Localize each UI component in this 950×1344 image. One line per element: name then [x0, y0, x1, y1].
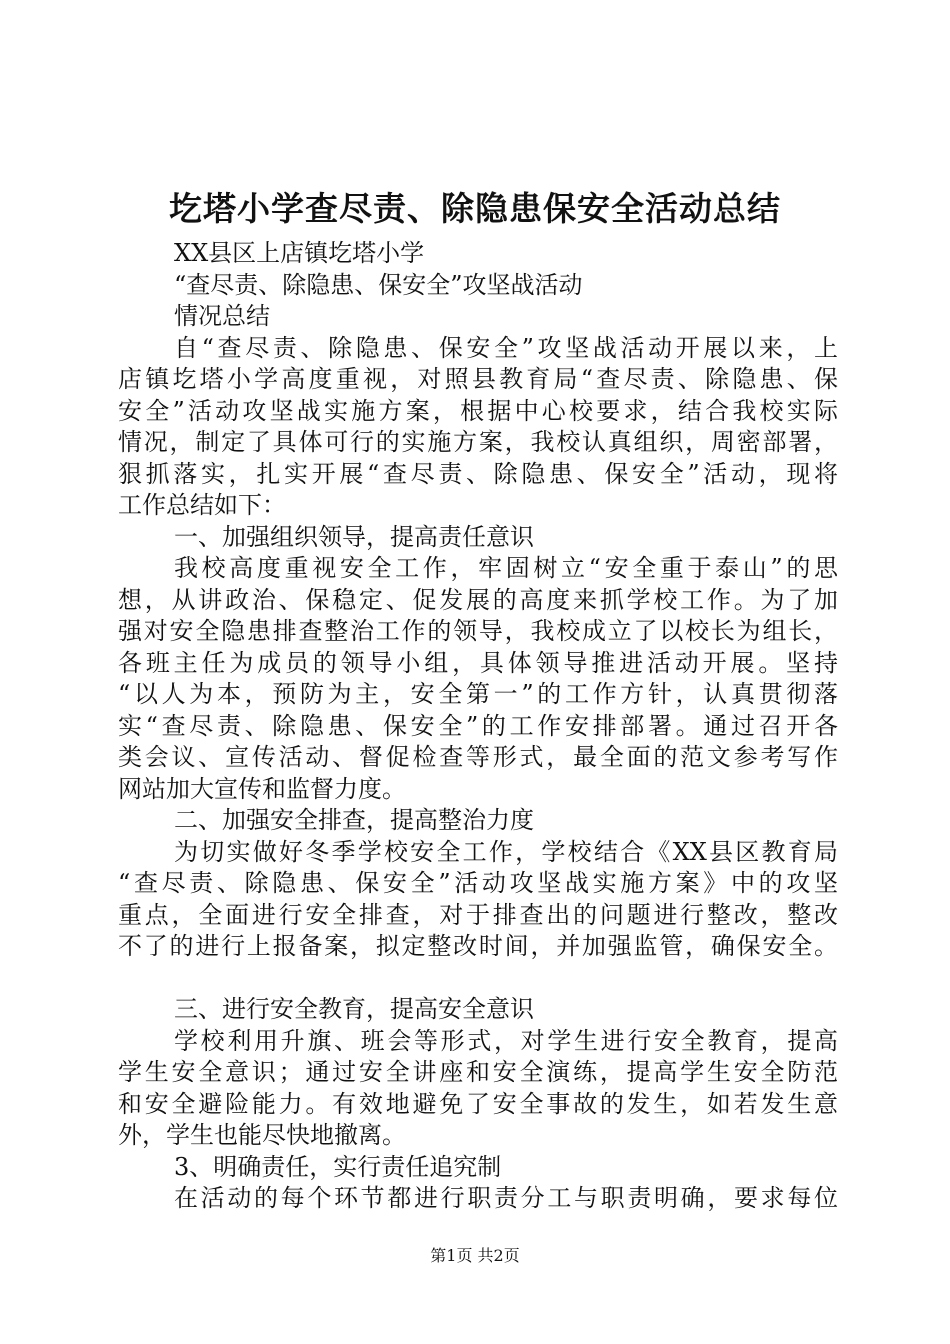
section-heading-3: 三、进行安全教育，提高安全意识	[174, 995, 534, 1023]
paragraph-line: 各班主任为成员的领导小组，具体领导推进活动开展。坚持	[118, 648, 838, 677]
document-body	[118, 238, 838, 1215]
subheading-campaign: “查尽责、除隐患、保安全”攻坚战活动	[174, 270, 583, 299]
paragraph-line: 安全”活动攻坚战实施方案，根据中心校要求，结合我校实际	[118, 396, 838, 425]
subheading-summary: 情况总结	[174, 302, 270, 330]
paragraph-line: 为切实做好冬季学校安全工作，学校结合《XX县区教育局	[174, 837, 838, 866]
paragraph-line: 不了的进行上报备案，拟定整改时间，并加强监管，确保安全。	[118, 932, 838, 960]
paragraph-line: 工作总结如下：	[118, 491, 286, 519]
paragraph-line: “以人为本，预防为主，安全第一”的工作方针，认真贯彻落	[118, 680, 838, 708]
subheading-school: XX县区上店镇圪塔小学	[174, 239, 425, 267]
paragraph-line: 网站加大宣传和监督力度。	[118, 774, 406, 803]
page-footer: 第1页 共2页	[430, 1246, 520, 1265]
paragraph-line: 情况，制定了具体可行的实施方案，我校认真组织，周密部署，	[118, 428, 838, 456]
paragraph-gap	[118, 963, 838, 995]
section-heading-4: 3、明确责任，实行责任追究制	[174, 1152, 502, 1181]
paragraph-line: 外，学生也能尽快地撤离。	[118, 1121, 406, 1149]
paragraph-line: 学校利用升旗、班会等形式，对学生进行安全教育，提高	[174, 1026, 838, 1055]
paragraph-line: 自“查尽责、除隐患、保安全”攻坚战活动开展以来，上	[174, 333, 838, 362]
section-heading-1: 一、加强组织领导，提高责任意识	[174, 522, 534, 551]
paragraph-line: 学生安全意识；通过安全讲座和安全演练，提高学生安全防范	[118, 1058, 838, 1086]
section-heading-2: 二、加强安全排查，提高整治力度	[174, 806, 534, 834]
paragraph-line: 我校高度重视安全工作，牢固树立“安全重于泰山”的思	[174, 554, 838, 582]
paragraph-line: 在活动的每个环节都进行职责分工与职责明确，要求每位	[174, 1184, 838, 1212]
paragraph-line: 重点，全面进行安全排查，对于排查出的问题进行整改，整改	[118, 900, 838, 929]
paragraph-line: 店镇圪塔小学高度重视，对照县教育局“查尽责、除隐患、保	[118, 365, 838, 393]
paragraph-line: 想，从讲政治、保稳定、促发展的高度来抓学校工作。为了加	[118, 585, 838, 614]
paragraph-line: 实“查尽责、除隐患、保安全”的工作安排部署。通过召开各	[118, 711, 838, 740]
paragraph-line: 强对安全隐患排查整治工作的领导，我校成立了以校长为组长，	[118, 617, 838, 645]
document-title: 圪塔小学查尽责、除隐患保安全活动总结	[169, 189, 781, 228]
paragraph-line: “查尽责、除隐患、保安全”活动攻坚战实施方案》中的攻坚	[118, 869, 838, 897]
paragraph-line: 狠抓落实，扎实开展“查尽责、除隐患、保安全”活动，现将	[118, 459, 838, 488]
paragraph-line: 类会议、宣传活动、督促检查等形式，最全面的范文参考写作	[118, 743, 838, 771]
paragraph-line: 和安全避险能力。有效地避免了安全事故的发生，如若发生意	[118, 1089, 838, 1118]
